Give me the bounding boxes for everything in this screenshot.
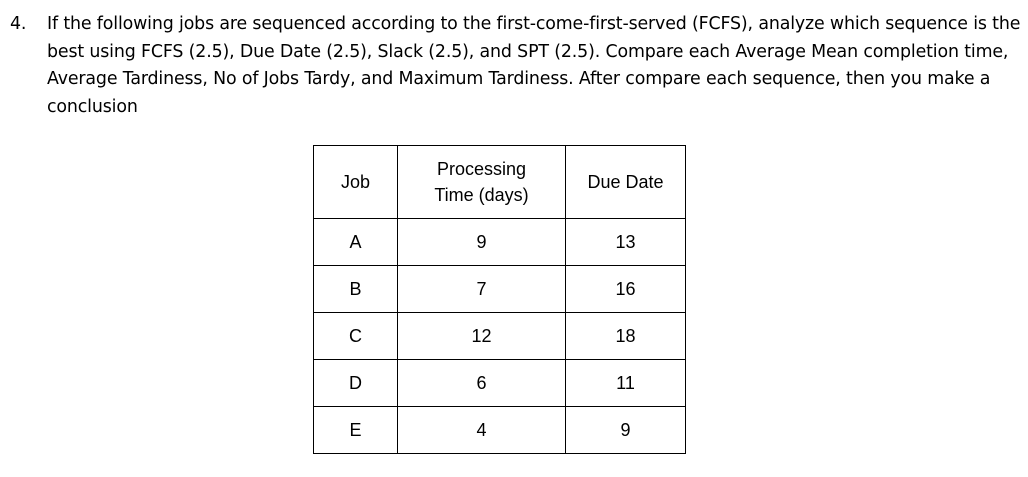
question-text: If the following jobs are sequenced according to the first-come-first-served (FCFS), analyze which sequence is the best using FCFS (2.5), Due Date (2.5), Slack (2.5), and SPT (2.5). Compare each Average Mean completion time, Average Tardiness, No of Jobs Tardy, and Maximum Tardiness. After compare each sequence, then you make a conclusion [47,14,1021,117]
cell-processing-time: 12 [398,313,566,360]
cell-processing-time: 7 [398,266,566,313]
header-processing-line2: Time (days) [434,185,529,205]
cell-processing-time: 4 [398,407,566,454]
cell-job: A [314,219,398,266]
header-processing-time [398,146,566,219]
table-row [314,313,686,360]
header-job: Job [314,146,398,219]
table-row [314,360,686,407]
table-row [314,219,686,266]
table-row [314,266,686,313]
cell-due-date: 11 [566,360,686,407]
jobs-table [313,145,686,454]
cell-processing-time: 9 [398,219,566,266]
cell-processing-time: 6 [398,360,566,407]
header-due-date: Due Date [566,146,686,219]
cell-due-date: 18 [566,313,686,360]
cell-due-date: 13 [566,219,686,266]
header-processing-line1: Processing [436,159,527,179]
cell-job: C [314,313,398,360]
question-block [10,11,1025,121]
table-header-row [314,146,686,219]
question-number: 4. [10,14,27,34]
cell-job: E [314,407,398,454]
cell-due-date: 9 [566,407,686,454]
cell-due-date: 16 [566,266,686,313]
table-row [314,407,686,454]
cell-job: D [314,360,398,407]
cell-job: B [314,266,398,313]
